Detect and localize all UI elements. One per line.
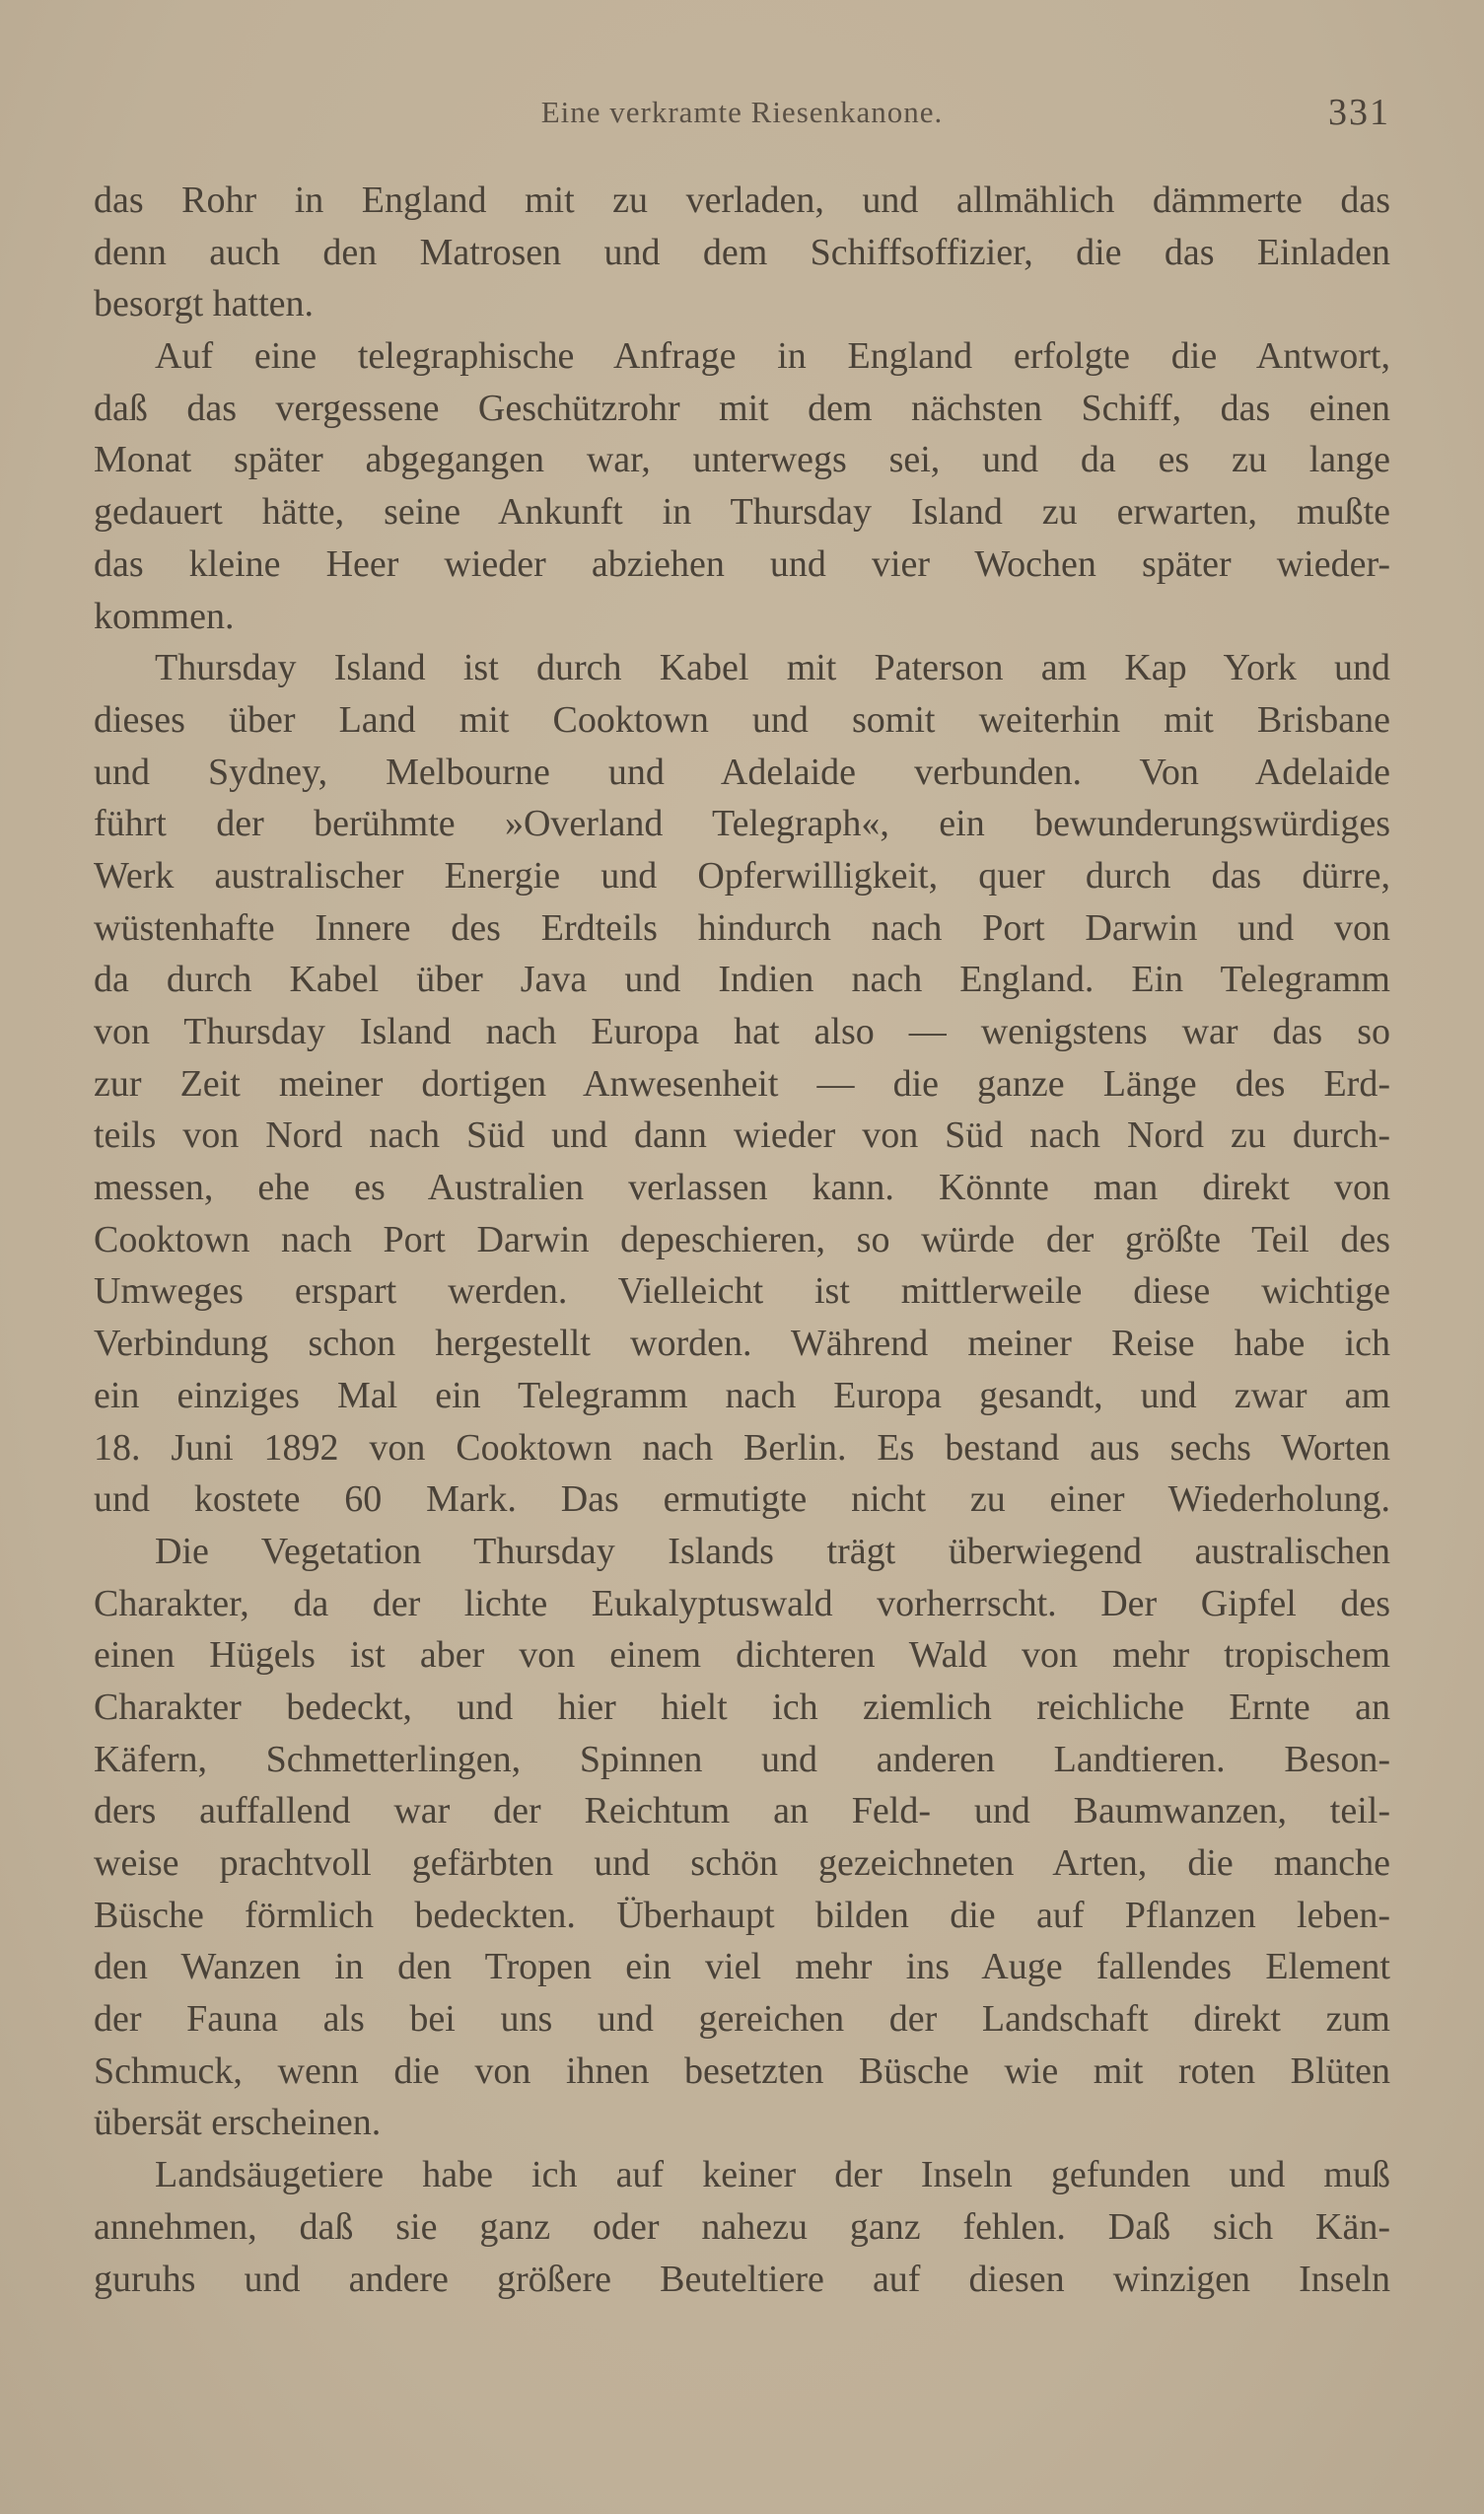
text-line: übersät erscheinen. — [94, 2102, 382, 2144]
text-line: ein einziges Mal ein Telegramm nach Europa gesandt, und zwar am — [94, 1374, 1390, 1416]
paragraph — [94, 2149, 1390, 2305]
text-line: Käfern, Schmetterlingen, Spinnen und anderen Landtieren. Beson- — [94, 1738, 1390, 1780]
text-line: Werk australischer Energie und Opferwilligkeit, quer durch das dürre, — [94, 854, 1390, 897]
text-line: gedauert hätte, seine Ankunft in Thursday Island zu erwarten, mußte — [94, 491, 1390, 534]
text-line: der Fauna als bei uns und gereichen der Landschaft direkt zum — [94, 1998, 1390, 2041]
text-line: Cooktown nach Port Darwin depeschieren, so würde der größte Teil des — [94, 1218, 1390, 1260]
text-line: Thursday Island ist durch Kabel mit Paterson am Kap York und — [155, 647, 1390, 689]
text-line: und kostete 60 Mark. Das ermutigte nicht zu einer Wiederholung. — [94, 1478, 1390, 1521]
text-line: ders auffallend war der Reichtum an Feld- und Baumwanzen, teil- — [94, 1790, 1390, 1832]
text-line: teils von Nord nach Süd und dann wieder von Süd nach Nord zu durch- — [94, 1114, 1390, 1157]
page-number: 331 — [1328, 92, 1390, 133]
text-line: annehmen, daß sie ganz oder nahezu ganz fehlen. Daß sich Kän- — [94, 2205, 1390, 2248]
paragraph — [94, 175, 1390, 330]
text-line: Die Vegetation Thursday Islands trägt überwiegend australischen — [155, 1530, 1390, 1572]
text-line: denn auch den Matrosen und dem Schiffsoffizier, die das Einladen — [94, 231, 1390, 273]
text-line: führt der berühmte »Overland Telegraph«, ein bewunderungswürdiges — [94, 803, 1390, 845]
text-line: Charakter, da der lichte Eukalyptuswald vorherrscht. Der Gipfel des — [94, 1582, 1390, 1624]
text-line: daß das vergessene Geschützrohr mit dem nächsten Schiff, das einen — [94, 387, 1390, 429]
text-line: Umweges erspart werden. Vielleicht ist mittlerweile diese wichtige — [94, 1270, 1390, 1313]
text-line: Monat später abgegangen war, unterwegs sei, und da es zu lange — [94, 439, 1390, 481]
text-line: einen Hügels ist aber von einem dichteren Wald von mehr tropischem — [94, 1634, 1390, 1677]
paragraph — [94, 1526, 1390, 2149]
text-line: weise prachtvoll gefärbten und schön gezeichneten Arten, die manche — [94, 1842, 1390, 1884]
text-line: da durch Kabel über Java und Indien nach England. Ein Telegramm — [94, 959, 1390, 1001]
text-line: das kleine Heer wieder abziehen und vier Wochen später wieder- — [94, 542, 1390, 585]
text-line: das Rohr in England mit zu verladen, und allmählich dämmerte das — [94, 180, 1390, 221]
text-line: messen, ehe es Australien verlassen kann. Könnte man direkt von — [94, 1167, 1390, 1209]
text-line: Auf eine telegraphische Anfrage in England erfolgte die Antwort, — [155, 335, 1390, 378]
text-line: kommen. — [94, 595, 235, 637]
body-text — [94, 175, 1390, 2305]
text-line: besorgt hatten. — [94, 283, 315, 325]
paragraph — [94, 330, 1390, 642]
text-line: den Wanzen in den Tropen ein viel mehr ins Auge fallendes Element — [94, 1946, 1390, 1988]
paragraph — [94, 642, 1390, 1526]
text-line: guruhs und andere größere Beuteltiere auf diesen winzigen Inseln — [94, 2258, 1390, 2300]
text-line: Büsche förmlich bedeckten. Überhaupt bilden die auf Pflanzen leben- — [94, 1894, 1390, 1936]
text-line: zur Zeit meiner dortigen Anwesenheit — die ganze Länge des Erd- — [94, 1062, 1390, 1105]
text-line: von Thursday Island nach Europa hat also — wenigstens war das so — [94, 1011, 1390, 1052]
text-line: Charakter bedeckt, und hier hielt ich ziemlich reichliche Ernte an — [94, 1686, 1390, 1728]
text-line: wüstenhafte Innere des Erdteils hindurch nach Port Darwin und von — [94, 906, 1390, 949]
text-line: und Sydney, Melbourne und Adelaide verbunden. Von Adelaide — [94, 751, 1390, 793]
text-line: dieses über Land mit Cooktown und somit weiterhin mit Brisbane — [94, 698, 1390, 741]
text-line: Schmuck, wenn die von ihnen besetzten Büsche wie mit roten Blüten — [94, 2049, 1390, 2092]
text-line: Verbindung schon hergestellt worden. Während meiner Reise habe ich — [94, 1323, 1390, 1365]
text-line: Landsäugetiere habe ich auf keiner der Inseln gefunden und muß — [155, 2154, 1390, 2196]
text-line: 18. Juni 1892 von Cooktown nach Berlin. Es bestand aus sechs Worten — [94, 1426, 1390, 1469]
running-header — [94, 91, 1390, 140]
running-title: Eine verkramte Riesenkanone. — [540, 95, 944, 129]
